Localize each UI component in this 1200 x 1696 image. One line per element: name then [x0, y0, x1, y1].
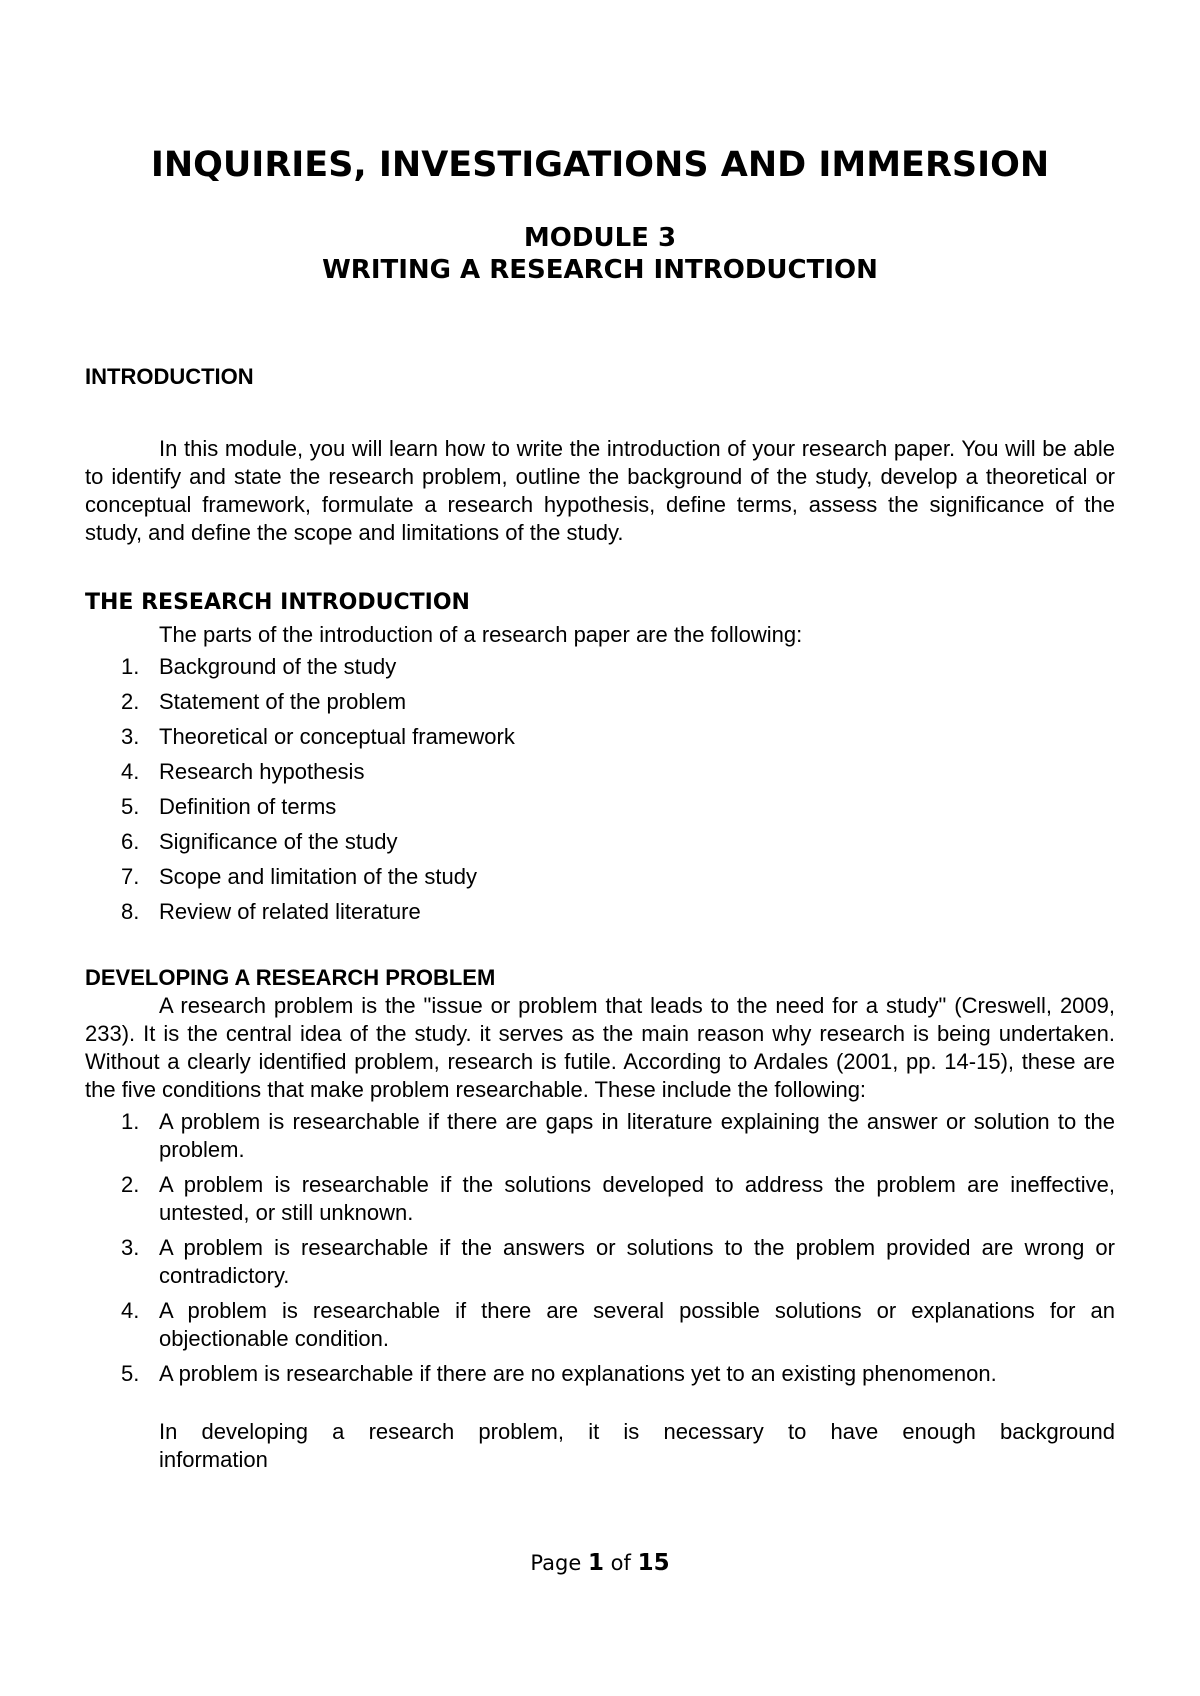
list-item	[85, 1108, 1115, 1164]
introduction-heading: INTRODUCTION	[85, 364, 254, 389]
research-introduction-lead: The parts of the introduction of a research paper are the following:	[159, 622, 803, 647]
list-item-number: 7.	[121, 864, 140, 889]
page-current-number: 1	[587, 1550, 604, 1576]
closing-paragraph-end: information	[159, 1447, 268, 1472]
list-item-text: Research hypothesis	[159, 759, 365, 784]
page-total-number: 15	[637, 1550, 670, 1576]
list-item	[85, 653, 1115, 681]
module-subtitle: WRITING A RESEARCH INTRODUCTION	[322, 255, 878, 285]
module-heading-block	[0, 222, 1200, 286]
list-item-number: 8.	[121, 899, 140, 924]
list-item-number: 2.	[121, 689, 140, 714]
list-item-text: A problem is researchable if there are gaps in literature explaining the answer or solution to the problem.	[159, 1109, 1115, 1162]
list-item-number: 6.	[121, 829, 140, 854]
page-label: Page	[530, 1551, 582, 1575]
document-body	[85, 363, 1115, 1474]
list-item	[85, 1234, 1115, 1290]
research-introduction-heading: THE RESEARCH INTRODUCTION	[85, 590, 470, 615]
list-item	[85, 828, 1115, 856]
list-item	[85, 758, 1115, 786]
list-item-text: A problem is researchable if there are no explanations yet to an existing phenomenon.	[159, 1361, 997, 1386]
list-item-number: 1.	[121, 654, 140, 679]
list-item-text: A problem is researchable if the answers or solutions to the problem provided are wrong or contradictory.	[159, 1235, 1115, 1288]
list-item-text: Significance of the study	[159, 829, 398, 854]
list-item-number: 5.	[121, 794, 140, 819]
research-problem-paragraph: A research problem is the "issue or problem that leads to the need for a study" (Creswell, 2009, 233). It is the central idea of the study. it serves as the main reason why research is being undertaken. Without a clearly identified problem, research is futile. According to Ardales (2001, pp. 14-15), these are the five conditions that make problem researchable. These include the following:	[85, 993, 1115, 1102]
list-item-text: A problem is researchable if there are several possible solutions or explanations for an objectionable condition.	[159, 1298, 1115, 1351]
list-item-text: Statement of the problem	[159, 689, 407, 714]
list-item-text: Definition of terms	[159, 794, 337, 819]
list-item-number: 3.	[121, 1235, 140, 1260]
list-item-text: A problem is researchable if the solutions developed to address the problem are ineffective, untested, or still unknown.	[159, 1172, 1115, 1225]
list-item	[85, 898, 1115, 926]
list-item	[85, 1360, 1115, 1388]
page-footer	[0, 1549, 1200, 1577]
list-item-number: 2.	[121, 1172, 140, 1197]
document-title: INQUIRIES, INVESTIGATIONS AND IMMERSION	[150, 145, 1050, 185]
list-item-text: Review of related literature	[159, 899, 421, 924]
list-item-text: Scope and limitation of the study	[159, 864, 477, 889]
list-item	[85, 688, 1115, 716]
list-item-number: 3.	[121, 724, 140, 749]
list-item-number: 4.	[121, 1298, 140, 1323]
introduction-paragraph: In this module, you will learn how to write the introduction of your research paper. You will be able to identify and state the research problem, outline the background of the study, develop a theoretical or conceptual framework, formulate a research hypothesis, define terms, assess the significance of the study, and define the scope and limitations of the study.	[85, 436, 1115, 545]
module-number: MODULE 3	[523, 223, 677, 253]
list-item	[85, 1297, 1115, 1353]
research-problem-heading: DEVELOPING A RESEARCH PROBLEM	[85, 965, 496, 990]
list-item	[85, 723, 1115, 751]
page-of-label: of	[610, 1551, 631, 1575]
list-item-number: 1.	[121, 1109, 140, 1134]
list-item-number: 4.	[121, 759, 140, 784]
researchable-conditions-list	[85, 1108, 1115, 1388]
list-item	[85, 863, 1115, 891]
list-item-text: Theoretical or conceptual framework	[159, 724, 515, 749]
list-item	[85, 793, 1115, 821]
introduction-parts-list	[85, 653, 1115, 926]
list-item-text: Background of the study	[159, 654, 397, 679]
list-item	[85, 1171, 1115, 1227]
list-item-number: 5.	[121, 1361, 140, 1386]
closing-paragraph-line: In developing a research problem, it is necessary to have enough background	[159, 1419, 1115, 1444]
